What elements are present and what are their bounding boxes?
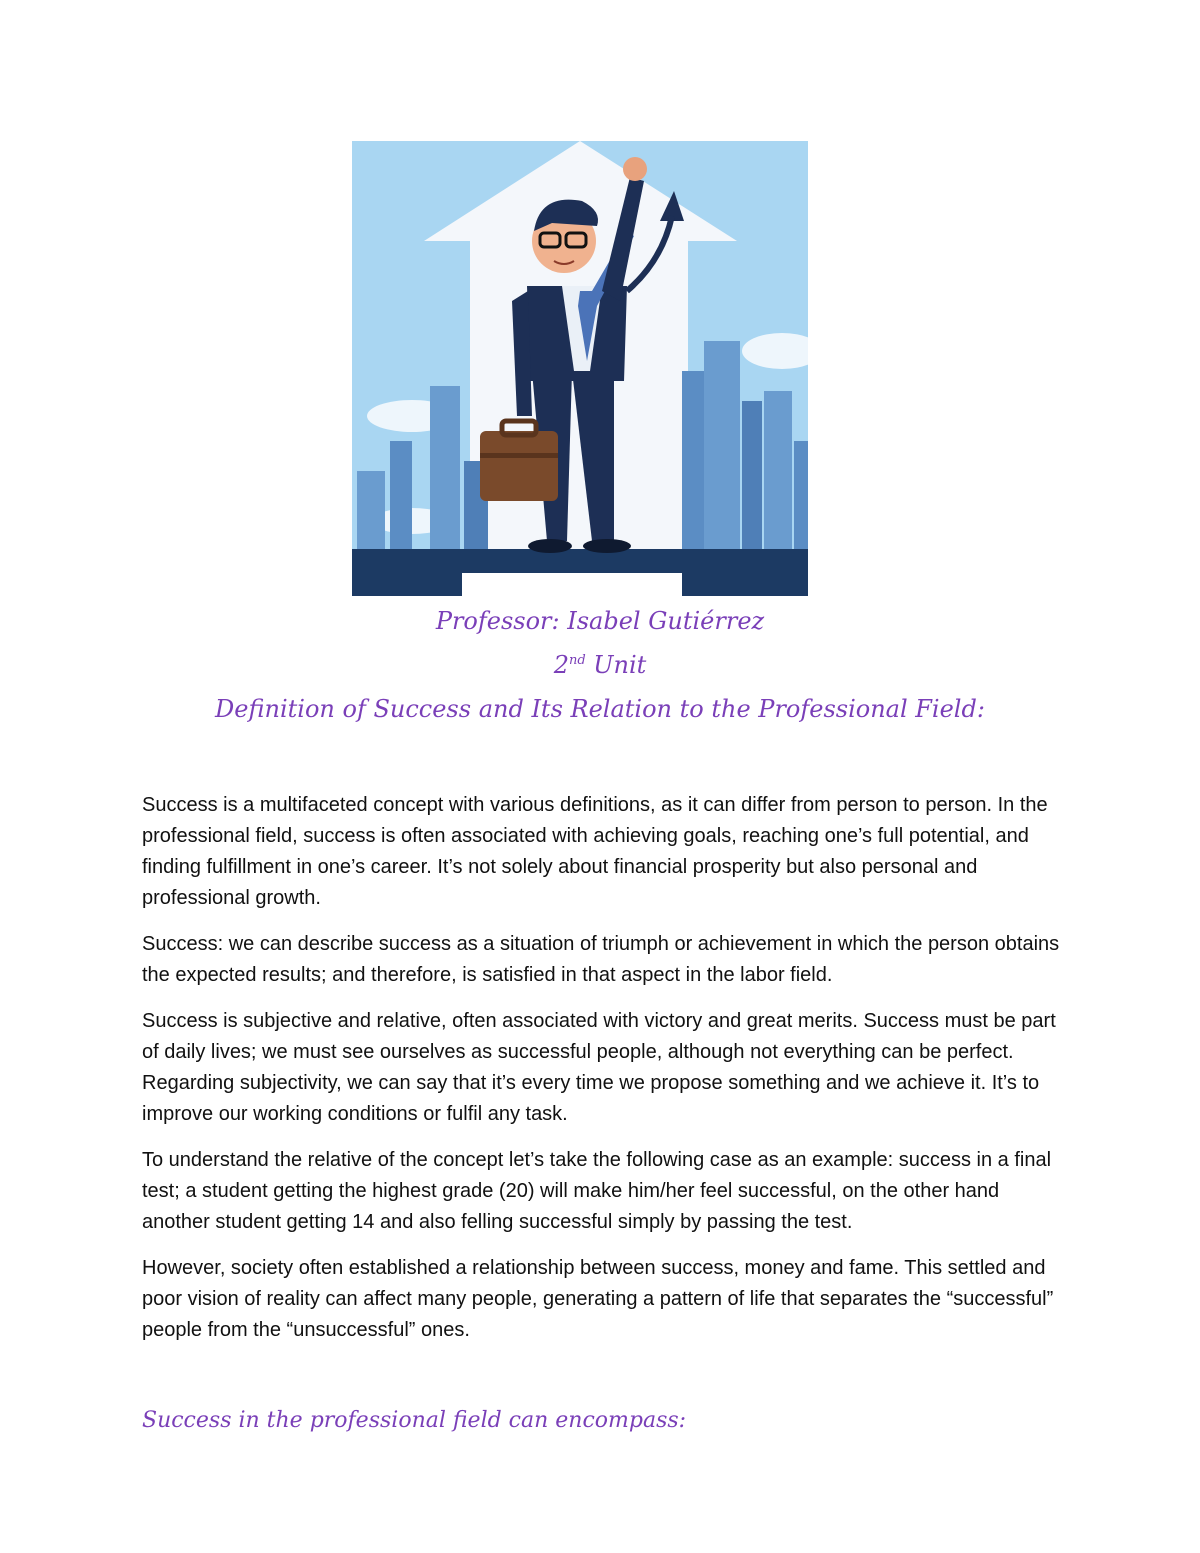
section-subheading: Success in the professional field can encompass: <box>142 1408 687 1433</box>
businessman-success-illustration-icon <box>352 141 808 596</box>
document-title: Definition of Success and Its Relation to the Professional Field: <box>215 695 985 723</box>
unit-line <box>0 651 1200 679</box>
paragraph: Success is subjective and relative, often associated with victory and great merits. Success must be part of daily lives; we must see ourselves as successful people, although not everything can be perfect. Regarding subjectivity, we can say that it’s every time we propose something and we achieve it. It’s to improve our working conditions or fulfil any task. <box>142 1010 1056 1125</box>
unit-label: Unit <box>585 651 647 679</box>
professor-line: Professor: Isabel Gutiérrez <box>435 607 765 635</box>
document-body <box>142 790 1062 1361</box>
paragraph: Success: we can describe success as a situation of triumph or achievement in which the person obtains the expected results; and therefore, is satisfied in that aspect in the labor field. <box>142 933 1060 986</box>
paragraph: Success is a multifaceted concept with various definitions, as it can differ from person to person. In the professional field, success is often associated with achieving goals, reaching one’s full potential, and finding fulfillment in one’s career. It’s not solely about financial prosperity but also personal and professional growth. <box>142 794 1048 909</box>
unit-ordinal: nd <box>568 653 586 668</box>
paragraph: To understand the relative of the concept let’s take the following case as an example: success in a final test; a student getting the highest grade (20) will make him/her feel successful, on the other hand another student getting 14 and also felling successful simply by passing the test. <box>142 1149 1052 1233</box>
unit-number: 2 <box>553 651 569 679</box>
paragraph: However, society often established a relationship between success, money and fame. This settled and poor vision of reality can affect many people, generating a pattern of life that separates the “successful” people from the “unsuccessful” ones. <box>142 1257 1054 1341</box>
